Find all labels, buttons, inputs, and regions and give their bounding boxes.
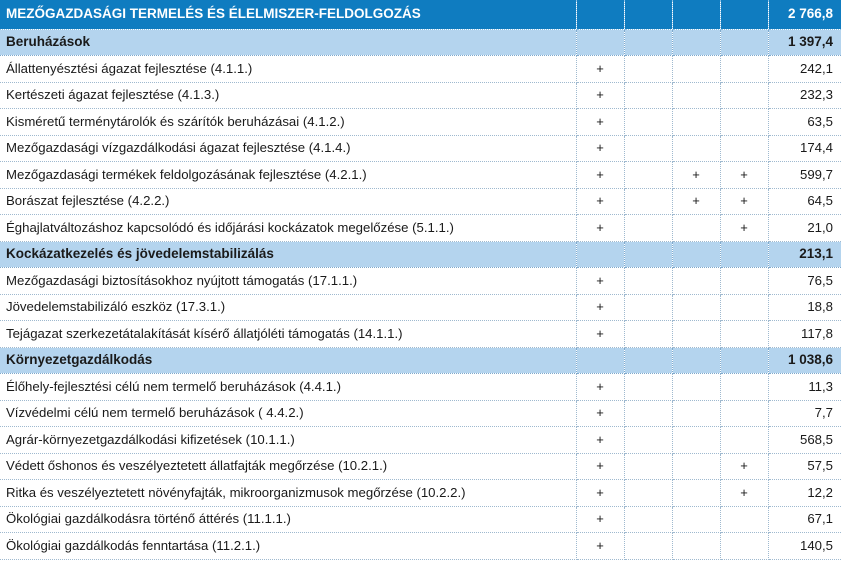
row-mark: + [576,533,624,560]
group-label: Beruházások [0,29,576,56]
row-mark [720,56,768,83]
row-mark [720,135,768,162]
row-mark [672,135,720,162]
table-row [0,162,841,189]
row-mark: + [576,374,624,401]
row-mark [720,506,768,533]
row-value: 174,4 [768,135,841,162]
row-mark: + [576,215,624,242]
row-label: Kertészeti ágazat fejlesztése (4.1.3.) [0,82,576,109]
row-mark: + [576,109,624,136]
table-row [0,294,841,321]
row-mark [624,135,672,162]
row-mark: + [576,506,624,533]
row-mark [624,268,672,295]
table-row [0,506,841,533]
row-mark [624,427,672,454]
row-value: 57,5 [768,453,841,480]
group-mark-cell [720,29,768,56]
row-mark: + [576,294,624,321]
row-mark [672,321,720,348]
row-mark: + [576,56,624,83]
row-mark [672,82,720,109]
row-mark [672,215,720,242]
row-mark [624,188,672,215]
row-value: 242,1 [768,56,841,83]
row-value: 599,7 [768,162,841,189]
row-value: 67,1 [768,506,841,533]
row-mark [672,109,720,136]
row-mark [720,294,768,321]
row-mark: + [576,162,624,189]
row-mark [672,56,720,83]
row-value: 140,5 [768,533,841,560]
row-value: 76,5 [768,268,841,295]
row-mark [624,162,672,189]
header-mark-cell [624,0,672,29]
row-mark: + [576,82,624,109]
group-row [0,347,841,374]
row-mark [624,321,672,348]
group-row [0,241,841,268]
group-mark-cell [672,241,720,268]
row-label: Jövedelemstabilizáló eszköz (17.3.1.) [0,294,576,321]
row-mark [672,533,720,560]
row-mark [624,82,672,109]
group-mark-cell [672,347,720,374]
row-mark: + [672,162,720,189]
row-mark [624,294,672,321]
group-total: 1 038,6 [768,347,841,374]
row-mark [720,400,768,427]
row-mark: + [720,162,768,189]
table-row [0,374,841,401]
row-label: Mezőgazdasági termékek feldolgozásának fejlesztése (4.2.1.) [0,162,576,189]
row-mark: + [720,480,768,507]
table-row [0,215,841,242]
table-title: MEZŐGAZDASÁGI TERMELÉS ÉS ÉLELMISZER-FELDOLGOZÁS [0,0,576,29]
row-mark: + [576,453,624,480]
row-mark [624,215,672,242]
row-value: 117,8 [768,321,841,348]
row-label: Védett őshonos és veszélyeztetett állatfajták megőrzése (10.2.1.) [0,453,576,480]
table-header-row [0,0,841,29]
row-mark [672,427,720,454]
group-mark-cell [576,347,624,374]
table-row [0,321,841,348]
row-mark [672,400,720,427]
header-mark-cell [576,0,624,29]
row-mark [720,533,768,560]
row-mark: + [720,188,768,215]
row-value: 11,3 [768,374,841,401]
row-mark [624,506,672,533]
row-mark [720,109,768,136]
row-mark: + [672,188,720,215]
row-mark [624,480,672,507]
row-mark: + [576,135,624,162]
row-value: 12,2 [768,480,841,507]
group-mark-cell [624,347,672,374]
row-mark [672,374,720,401]
row-value: 7,7 [768,400,841,427]
row-mark [624,56,672,83]
group-mark-cell [576,241,624,268]
row-mark: + [576,427,624,454]
row-mark [720,82,768,109]
row-mark [624,400,672,427]
table-row [0,400,841,427]
row-label: Élőhely-fejlesztési célú nem termelő beruházások (4.4.1.) [0,374,576,401]
table-row [0,533,841,560]
row-mark [672,506,720,533]
row-label: Vízvédelmi célú nem termelő beruházások ( 4.4.2.) [0,400,576,427]
row-label: Állattenyésztési ágazat fejlesztése (4.1.1.) [0,56,576,83]
header-mark-cell [672,0,720,29]
group-mark-cell [576,29,624,56]
row-value: 21,0 [768,215,841,242]
table-total: 2 766,8 [768,0,841,29]
row-mark: + [576,188,624,215]
row-value: 568,5 [768,427,841,454]
row-mark: + [720,453,768,480]
row-mark: + [720,215,768,242]
row-value: 63,5 [768,109,841,136]
table-row [0,268,841,295]
table-row [0,188,841,215]
table-row [0,453,841,480]
group-row [0,29,841,56]
row-label: Kisméretű terménytárolók és szárítók beruházásai (4.1.2.) [0,109,576,136]
row-mark [672,268,720,295]
group-mark-cell [624,241,672,268]
row-value: 18,8 [768,294,841,321]
row-value: 232,3 [768,82,841,109]
group-label: Kockázatkezelés és jövedelemstabilizálás [0,241,576,268]
group-total: 213,1 [768,241,841,268]
row-label: Tejágazat szerkezetátalakítását kísérő állatjóléti támogatás (14.1.1.) [0,321,576,348]
group-mark-cell [720,347,768,374]
row-mark [672,294,720,321]
table-row [0,56,841,83]
group-mark-cell [672,29,720,56]
row-mark [624,453,672,480]
header-mark-cell [720,0,768,29]
row-label: Éghajlatváltozáshoz kapcsolódó és időjárási kockázatok megelőzése (5.1.1.) [0,215,576,242]
row-label: Borászat fejlesztése (4.2.2.) [0,188,576,215]
group-total: 1 397,4 [768,29,841,56]
group-mark-cell [720,241,768,268]
row-mark [672,480,720,507]
row-mark [720,268,768,295]
row-mark: + [576,268,624,295]
row-label: Mezőgazdasági biztosításokhoz nyújtott támogatás (17.1.1.) [0,268,576,295]
row-mark [720,427,768,454]
row-label: Agrár-környezetgazdálkodási kifizetések (10.1.1.) [0,427,576,454]
table-row [0,82,841,109]
group-label: Környezetgazdálkodás [0,347,576,374]
row-mark [624,374,672,401]
row-label: Ökológiai gazdálkodás fenntartása (11.2.1.) [0,533,576,560]
row-mark [720,321,768,348]
row-label: Ritka és veszélyeztetett növényfajták, mikroorganizmusok megőrzése (10.2.2.) [0,480,576,507]
table-row [0,427,841,454]
row-label: Ökológiai gazdálkodásra történő áttérés (11.1.1.) [0,506,576,533]
row-mark [672,453,720,480]
table-row [0,109,841,136]
group-mark-cell [624,29,672,56]
row-mark: + [576,480,624,507]
row-mark [624,533,672,560]
row-value: 64,5 [768,188,841,215]
row-label: Mezőgazdasági vízgazdálkodási ágazat fejlesztése (4.1.4.) [0,135,576,162]
table-row [0,480,841,507]
table-row [0,135,841,162]
row-mark: + [576,321,624,348]
row-mark: + [576,400,624,427]
row-mark [720,374,768,401]
row-mark [624,109,672,136]
